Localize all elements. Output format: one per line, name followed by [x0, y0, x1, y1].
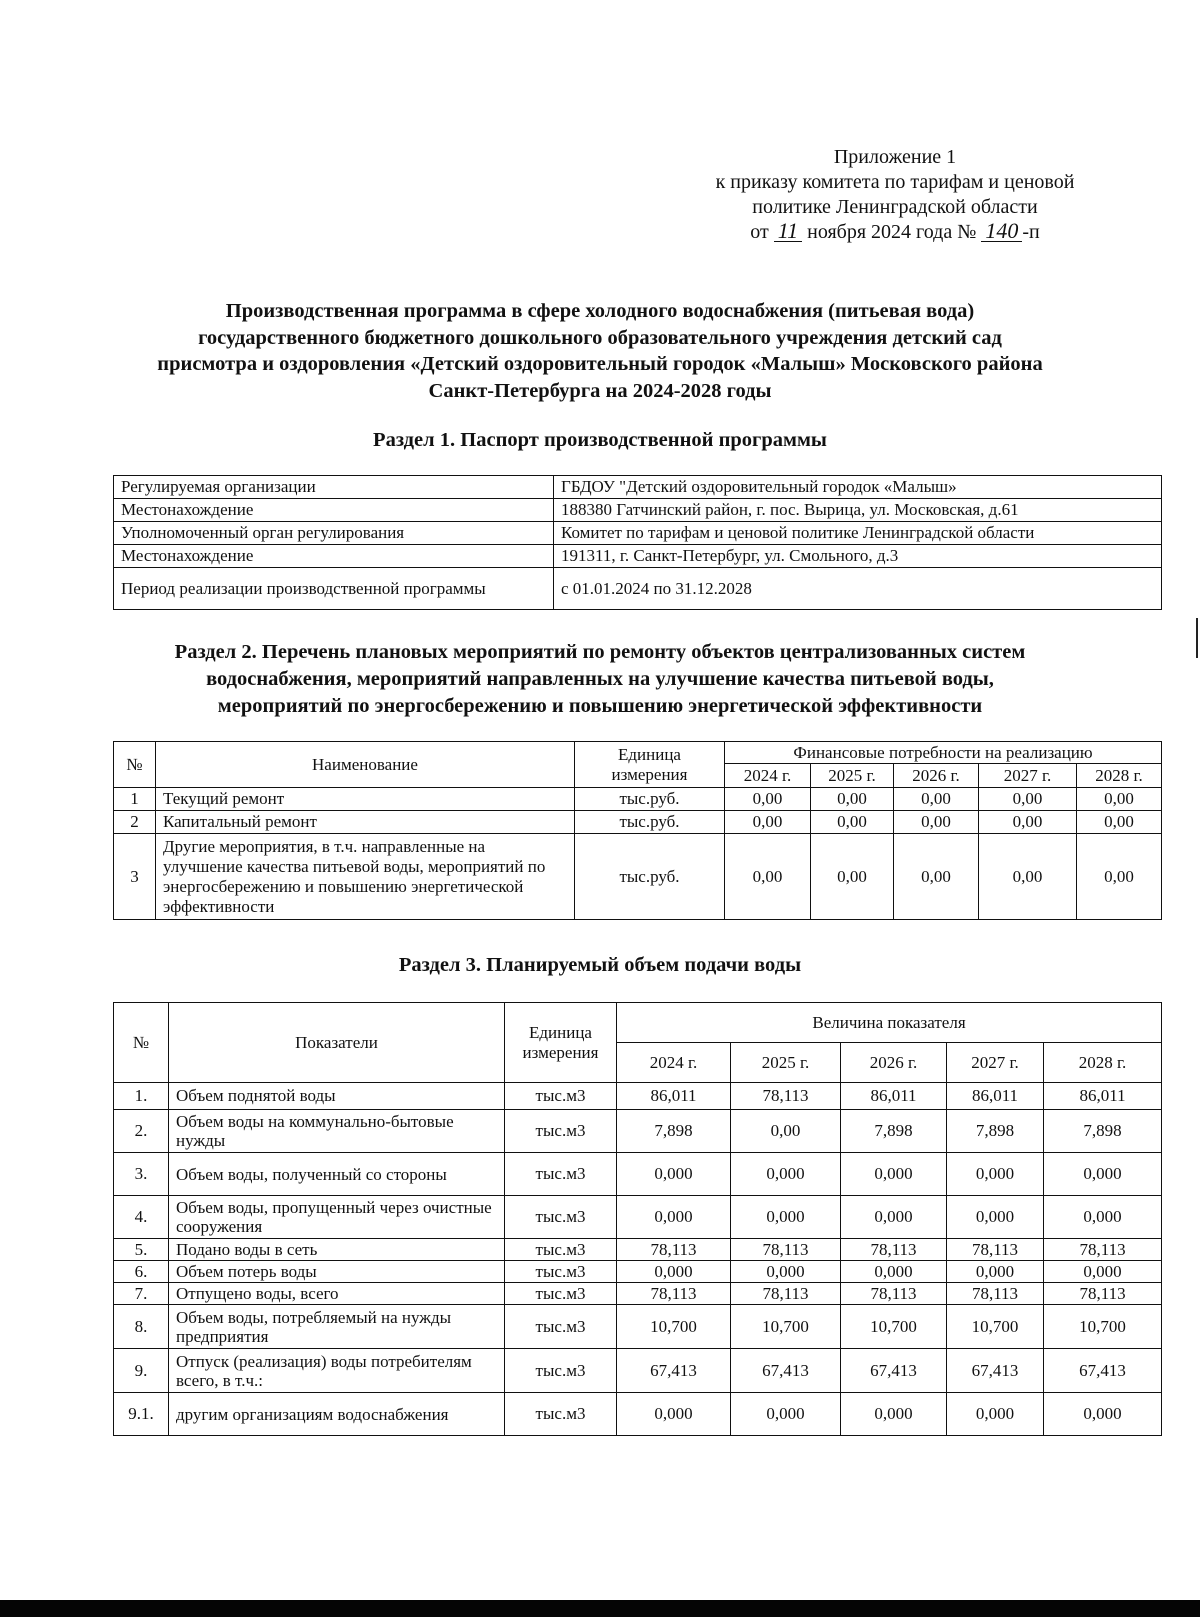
row-value: 78,113	[841, 1239, 947, 1261]
row-num: 9.	[114, 1349, 169, 1393]
row-name: Объем воды, пропущенный через очистные сооружения	[169, 1196, 505, 1239]
row-value: 0,000	[617, 1153, 731, 1196]
row-num: 8.	[114, 1305, 169, 1349]
row-name: Объем воды на коммунально-бытовые нужды	[169, 1110, 505, 1153]
row-unit: тыс.м3	[505, 1261, 617, 1283]
table-row	[114, 1239, 1162, 1261]
title-line: присмотра и оздоровления «Детский оздоровительный городок «Малыш» Московского района	[157, 353, 1043, 375]
row-unit: тыс.м3	[505, 1239, 617, 1261]
document-title	[100, 298, 1100, 404]
row-value: 0,000	[1044, 1261, 1162, 1283]
row-name: Отпущено воды, всего	[169, 1283, 505, 1305]
row-value: 0,00	[894, 788, 979, 811]
row-num: 2	[114, 811, 156, 834]
row-name: Объем воды, потребляемый на нужды предприятия	[169, 1305, 505, 1349]
row-name: Капитальный ремонт	[156, 811, 575, 834]
handwritten-day: 11	[774, 221, 802, 242]
table-row	[114, 522, 1162, 545]
row-value: 0,00	[725, 834, 811, 920]
row-value: 0,00	[1077, 811, 1162, 834]
row-value: 0,00	[894, 811, 979, 834]
col-header-name: Показатели	[169, 1003, 505, 1083]
appendix-order-line: к приказу комитета по тарифам и ценовой	[715, 171, 1075, 193]
col-header-year: 2024 г.	[617, 1043, 731, 1083]
row-name: другим организациям водоснабжения	[169, 1393, 505, 1436]
row-value: 0,000	[947, 1153, 1044, 1196]
row-name: Объем воды, полученный со стороны	[169, 1153, 505, 1196]
row-value: 0,000	[841, 1153, 947, 1196]
table-row	[114, 811, 1162, 834]
row-num: 1	[114, 788, 156, 811]
row-value: 0,000	[731, 1153, 841, 1196]
row-value: 78,113	[731, 1283, 841, 1305]
row-value: 78,113	[1044, 1239, 1162, 1261]
table-row	[114, 1283, 1162, 1305]
row-value: 0,00	[725, 788, 811, 811]
row-value: 0,000	[947, 1393, 1044, 1436]
row-value: 0,00	[979, 811, 1077, 834]
col-header-year: 2028 г.	[1077, 764, 1162, 788]
col-header-year: 2025 г.	[731, 1043, 841, 1083]
table-row	[114, 1110, 1162, 1153]
table-row	[114, 1349, 1162, 1393]
row-value: 0,00	[1077, 788, 1162, 811]
row-value: 67,413	[617, 1349, 731, 1393]
row-value: 0,000	[617, 1393, 731, 1436]
row-value: 0,00	[811, 834, 894, 920]
title-line: Санкт-Петербурга на 2024-2028 годы	[428, 379, 772, 402]
row-num: 1.	[114, 1083, 169, 1110]
row-name: Объем поднятой воды	[169, 1083, 505, 1110]
date-prefix: от	[750, 221, 769, 243]
row-value: 0,00	[979, 834, 1077, 920]
row-value: 78,113	[731, 1239, 841, 1261]
section2-title-line: мероприятий по энергосбережению и повышению энергетической эффективности	[217, 695, 983, 717]
row-value: 0,00	[811, 788, 894, 811]
passport-value: Комитет по тарифам и ценовой политике Ленинградской области	[554, 522, 1162, 545]
row-value: 0,000	[731, 1261, 841, 1283]
appendix-committee-line: политике Ленинградской области	[752, 196, 1038, 218]
row-value: 78,113	[617, 1283, 731, 1305]
row-unit: тыс.руб.	[575, 788, 725, 811]
row-value: 10,700	[1044, 1305, 1162, 1349]
col-header-year: 2024 г.	[725, 764, 811, 788]
row-name: Объем потерь воды	[169, 1261, 505, 1283]
passport-value: 188380 Гатчинский район, г. пос. Вырица, ул. Московская, д.61	[554, 499, 1162, 522]
col-header-year: 2026 г.	[841, 1043, 947, 1083]
scan-edge-mark	[1196, 618, 1198, 658]
row-value: 86,011	[617, 1083, 731, 1110]
table-row	[114, 1305, 1162, 1349]
row-value: 10,700	[947, 1305, 1044, 1349]
handwritten-order-number: 140	[981, 221, 1022, 242]
table-row	[114, 1261, 1162, 1283]
scan-bottom-bar	[0, 1600, 1200, 1617]
row-value: 10,700	[841, 1305, 947, 1349]
row-value: 78,113	[947, 1239, 1044, 1261]
col-header-finance: Финансовые потребности на реализацию	[725, 742, 1162, 764]
row-value: 10,700	[731, 1305, 841, 1349]
row-unit: тыс.м3	[505, 1110, 617, 1153]
table-row	[114, 834, 1162, 920]
row-value: 0,000	[841, 1393, 947, 1436]
appendix-title: Приложение 1	[833, 146, 957, 168]
title-line: Производственная программа в сфере холодного водоснабжения (питьевая вода)	[225, 300, 975, 322]
col-header-year: 2027 г.	[947, 1043, 1044, 1083]
row-value: 0,000	[1044, 1393, 1162, 1436]
row-num: 7.	[114, 1283, 169, 1305]
row-value: 78,113	[841, 1283, 947, 1305]
table-row	[114, 476, 1162, 499]
row-unit: тыс.м3	[505, 1283, 617, 1305]
row-value: 67,413	[1044, 1349, 1162, 1393]
row-name: Отпуск (реализация) воды потребителям всего, в т.ч.:	[169, 1349, 505, 1393]
row-value: 0,000	[617, 1196, 731, 1239]
row-value: 78,113	[947, 1283, 1044, 1305]
row-value: 86,011	[841, 1083, 947, 1110]
row-value: 10,700	[617, 1305, 731, 1349]
row-num: 3.	[114, 1153, 169, 1196]
col-header-num: №	[114, 1003, 169, 1083]
row-unit: тыс.м3	[505, 1305, 617, 1349]
col-header-unit: Единица измерения	[575, 742, 725, 788]
row-value: 0,000	[841, 1261, 947, 1283]
table-header-row	[114, 1003, 1162, 1043]
passport-table	[113, 475, 1162, 610]
table-row	[114, 1196, 1162, 1239]
row-value: 0,00	[894, 834, 979, 920]
row-value: 86,011	[1044, 1083, 1162, 1110]
row-value: 67,413	[731, 1349, 841, 1393]
passport-label: Местонахождение	[114, 499, 554, 522]
row-value: 0,000	[947, 1261, 1044, 1283]
row-value: 7,898	[617, 1110, 731, 1153]
row-name: Подано воды в сеть	[169, 1239, 505, 1261]
row-unit: тыс.м3	[505, 1349, 617, 1393]
row-value: 86,011	[947, 1083, 1044, 1110]
row-value: 0,000	[617, 1261, 731, 1283]
table-row	[114, 1153, 1162, 1196]
row-unit: тыс.м3	[505, 1196, 617, 1239]
passport-value: ГБДОУ "Детский оздоровительный городок «Малыш»	[554, 476, 1162, 499]
row-value: 0,000	[947, 1196, 1044, 1239]
order-suffix: -п	[1022, 221, 1040, 243]
row-value: 0,000	[1044, 1196, 1162, 1239]
col-header-year: 2026 г.	[894, 764, 979, 788]
col-header-year: 2025 г.	[811, 764, 894, 788]
section2-title-line: Раздел 2. Перечень плановых мероприятий по ремонту объектов централизованных систем	[174, 641, 1026, 663]
table-row	[114, 568, 1162, 610]
passport-value: с 01.01.2024 по 31.12.2028	[554, 568, 1162, 610]
title-line: государственного бюджетного дошкольного образовательного учреждения детский сад	[198, 326, 1002, 349]
row-num: 3	[114, 834, 156, 920]
passport-label: Местонахождение	[114, 545, 554, 568]
row-value: 67,413	[947, 1349, 1044, 1393]
passport-label: Регулируемая организации	[114, 476, 554, 499]
row-unit: тыс.м3	[505, 1393, 617, 1436]
section2-title	[100, 639, 1100, 720]
measures-table	[113, 741, 1162, 920]
row-value: 7,898	[947, 1110, 1044, 1153]
row-value: 0,00	[1077, 834, 1162, 920]
row-unit: тыс.м3	[505, 1083, 617, 1110]
row-value: 78,113	[731, 1083, 841, 1110]
section2-title-line: водоснабжения, мероприятий направленных на улучшение качества питьевой воды,	[206, 668, 994, 690]
row-value: 0,000	[1044, 1153, 1162, 1196]
col-header-year: 2028 г.	[1044, 1043, 1162, 1083]
row-value: 67,413	[841, 1349, 947, 1393]
row-value: 0,00	[979, 788, 1077, 811]
passport-value: 191311, г. Санкт-Петербург, ул. Смольного, д.3	[554, 545, 1162, 568]
section1-title: Раздел 1. Паспорт производственной программы	[373, 429, 827, 451]
col-header-year: 2027 г.	[979, 764, 1077, 788]
row-num: 4.	[114, 1196, 169, 1239]
col-header-unit: Единица измерения	[505, 1003, 617, 1083]
row-value: 0,000	[731, 1393, 841, 1436]
row-value: 78,113	[617, 1239, 731, 1261]
passport-label: Период реализации производственной программы	[114, 568, 554, 610]
col-header-value: Величина показателя	[617, 1003, 1162, 1043]
table-row	[114, 545, 1162, 568]
row-unit: тыс.м3	[505, 1153, 617, 1196]
table-row	[114, 499, 1162, 522]
row-num: 9.1.	[114, 1393, 169, 1436]
appendix-header	[660, 145, 1130, 245]
table-row	[114, 1083, 1162, 1110]
row-value: 0,00	[725, 811, 811, 834]
row-num: 2.	[114, 1110, 169, 1153]
date-month-year: ноября 2024 года №	[807, 221, 977, 243]
table-header-row	[114, 742, 1162, 764]
appendix-date-line	[660, 220, 1130, 245]
passport-label: Уполномоченный орган регулирования	[114, 522, 554, 545]
row-value: 0,00	[811, 811, 894, 834]
row-unit: тыс.руб.	[575, 811, 725, 834]
row-name: Текущий ремонт	[156, 788, 575, 811]
section3-title: Раздел 3. Планируемый объем подачи воды	[398, 954, 802, 976]
row-num: 5.	[114, 1239, 169, 1261]
table-row	[114, 788, 1162, 811]
row-value: 7,898	[1044, 1110, 1162, 1153]
row-value: 0,000	[731, 1196, 841, 1239]
water-volume-table	[113, 1002, 1162, 1436]
row-num: 6.	[114, 1261, 169, 1283]
row-unit: тыс.руб.	[575, 834, 725, 920]
row-value: 0,00	[731, 1110, 841, 1153]
row-value: 7,898	[841, 1110, 947, 1153]
table-row	[114, 1393, 1162, 1436]
row-value: 0,000	[841, 1196, 947, 1239]
col-header-num: №	[114, 742, 156, 788]
row-name: Другие мероприятия, в т.ч. направленные на улучшение качества питьевой воды, мероприятий по энергосбережению и повышению энергетической эффективности	[156, 834, 575, 920]
col-header-name: Наименование	[156, 742, 575, 788]
row-value: 78,113	[1044, 1283, 1162, 1305]
